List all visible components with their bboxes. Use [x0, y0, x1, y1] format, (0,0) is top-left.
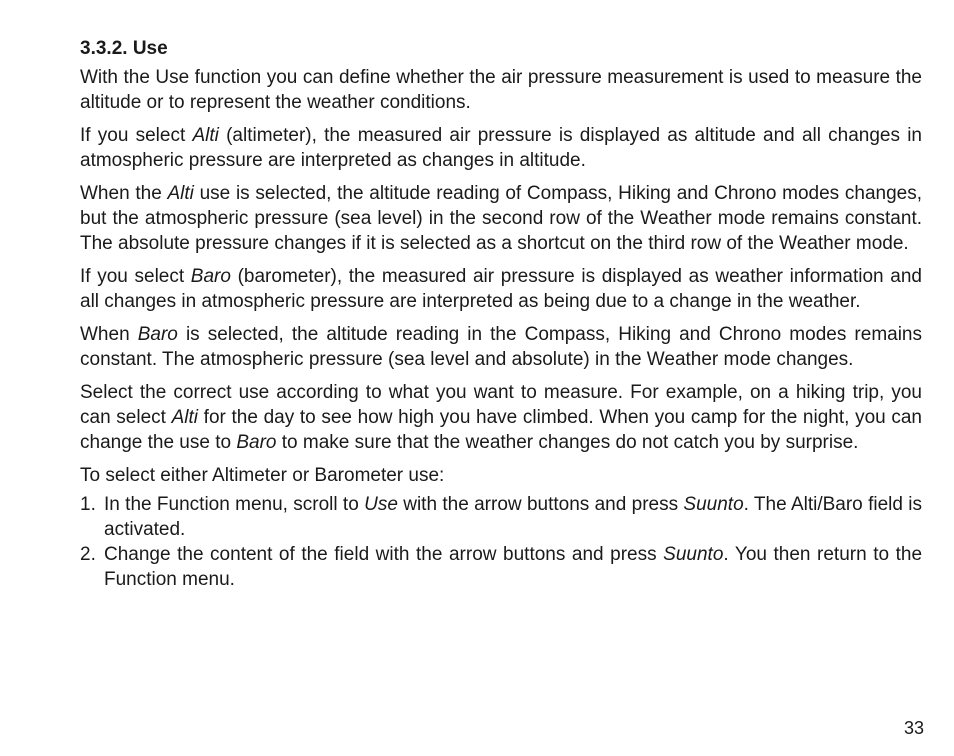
text-run: When the [80, 183, 168, 204]
list-item [80, 542, 922, 592]
paragraph-example [80, 380, 922, 455]
text-run: To select either Altimeter or Barometer use: [80, 465, 445, 486]
paragraph-intro [80, 65, 922, 115]
section-heading: 3.3.2. Use [80, 38, 168, 59]
italic-term: Baro [236, 432, 277, 453]
step-number: 1. [80, 494, 96, 515]
italic-term: Use [364, 494, 398, 515]
text-run: with the arrow buttons and press [397, 494, 684, 515]
text-run: If you select [80, 266, 191, 287]
text-run: In the Function menu, scroll to [104, 494, 365, 515]
text-run: With the Use function you can define whether the air pressure measurement is used to measure the altitude or to represent the weather conditions. [80, 67, 922, 113]
italic-term: Alti [171, 407, 198, 428]
paragraph-alti-definition [80, 123, 922, 173]
text-run: to make sure that the weather changes do not catch you by surprise. [276, 432, 859, 453]
paragraph-instructions-intro [80, 463, 922, 488]
page-number: 33 [903, 718, 924, 738]
italic-term: Baro [137, 324, 178, 345]
paragraph-alti-behaviour [80, 181, 922, 256]
paragraph-baro-definition [80, 264, 922, 314]
text-run: If you select [80, 125, 193, 146]
text-run: (barometer), the measured air pressure is displayed as weather information and all changes in atmospheric pressure are interpreted as being due to a change in the weather. [80, 266, 922, 312]
paragraph-baro-behaviour [80, 322, 922, 372]
list-item [80, 492, 922, 542]
text-run: use is selected, the altitude reading of Compass, Hiking and Chrono modes changes, but the atmospheric pressure (sea level) in the second row of the Weather mode remains constant. The absolute pressure changes if it is selected as a shortcut on the third row of the Weather mode. [80, 183, 922, 254]
italic-term: Baro [190, 266, 231, 287]
text-run: for the day to see how high you have climbed. When you camp for the night, you can change the use to [80, 407, 923, 453]
italic-term: Suunto [683, 494, 744, 515]
text-run: is selected, the altitude reading in the Compass, Hiking and Chrono modes remains constant. The atmospheric pressure (sea level and absolute) in the Weather mode changes. [80, 324, 922, 370]
text-run: . You then return to the Function menu. [104, 544, 923, 590]
text-run: Select the correct use according to what you want to measure. For example, on a hiking trip, you can select [80, 382, 922, 428]
text-run: When [80, 324, 138, 345]
italic-term: Alti [167, 183, 194, 204]
text-run: Change the content of the field with the arrow buttons and press [104, 544, 664, 565]
step-number: 2. [80, 544, 96, 565]
italic-term: Suunto [663, 544, 724, 565]
text-run: . The Alti/Baro field is activated. [104, 494, 922, 540]
italic-term: Alti [192, 125, 219, 146]
text-run: (altimeter), the measured air pressure is displayed as altitude and all changes in atmospheric pressure are interpreted as changes in altitude. [80, 125, 922, 171]
document-page [80, 36, 922, 592]
steps-list [80, 492, 922, 592]
